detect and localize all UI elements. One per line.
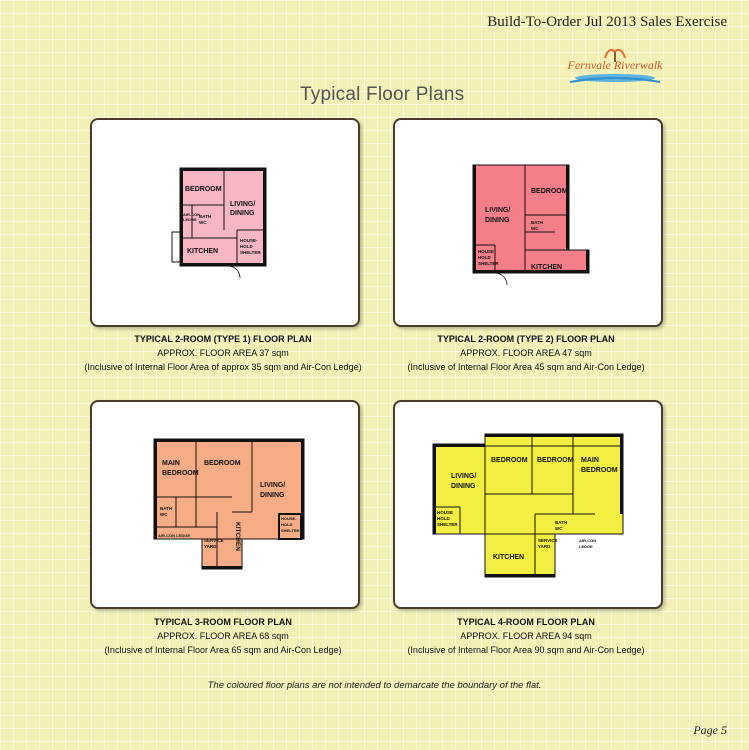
- shelter-label-1: HOUSE-: [281, 516, 297, 521]
- plan-area: APPROX. FLOOR AREA 47 sqm: [460, 348, 592, 358]
- kitchen-label: KITCHEN: [234, 522, 241, 551]
- yard-label-2: YARD: [538, 544, 551, 549]
- caption-3room: [58, 615, 388, 657]
- page-number: Page 5: [693, 723, 727, 737]
- bedroom-2-label: BEDROOM: [537, 457, 574, 464]
- floor-plan-card-2room-type1: [90, 118, 360, 327]
- plan-note: (Inclusive of Internal Floor Area 90 sqm and Air-Con Ledge): [407, 645, 645, 655]
- shelter-label-3: SHELTER: [281, 528, 300, 533]
- bedroom-label: BEDROOM: [185, 186, 222, 193]
- aircon-label: AIR-CON: [183, 212, 201, 217]
- plan-title: TYPICAL 2-ROOM (TYPE 1) FLOOR PLAN: [134, 334, 312, 344]
- floor-plan-card-2room-type2: [393, 118, 663, 327]
- aircon-label: AIR-CON: [579, 538, 597, 543]
- living-label: LIVING/: [451, 473, 477, 480]
- kitchen-label: KITCHEN: [493, 554, 525, 561]
- kitchen-label: KITCHEN: [531, 264, 563, 271]
- floor-plan-card-3room: [90, 400, 360, 609]
- dining-label: DINING: [260, 492, 285, 499]
- wc-label: WC: [199, 220, 207, 225]
- yard-label-1: SERVICE: [538, 538, 558, 543]
- plan-title: TYPICAL 4-ROOM FLOOR PLAN: [457, 617, 595, 627]
- plan-area: APPROX. FLOOR AREA 37 sqm: [157, 348, 289, 358]
- floor-plan-3room: [92, 402, 358, 607]
- plan-title: TYPICAL 2-ROOM (TYPE 2) FLOOR PLAN: [437, 334, 615, 344]
- floor-plan-2room-type2: [395, 120, 661, 325]
- caption-4room: [361, 615, 691, 657]
- shelter-label-1: HOUSE: [437, 510, 454, 515]
- caption-2room-type2: [361, 332, 691, 374]
- plan-area: APPROX. FLOOR AREA 68 sqm: [157, 631, 289, 641]
- shelter-label-2: HOLD: [437, 516, 450, 521]
- kitchen-label: KITCHEN: [187, 248, 219, 255]
- living-label: LIVING/: [485, 207, 511, 214]
- shelter-label-3: SHELTER: [240, 250, 261, 255]
- plan-title: TYPICAL 3-ROOM FLOOR PLAN: [154, 617, 292, 627]
- living-label: LIVING/: [230, 201, 256, 208]
- living-label: LIVING/: [260, 482, 286, 489]
- page-heading: Typical Floor Plans: [300, 84, 465, 105]
- floor-plan-card-4room: [393, 400, 663, 609]
- aircon-label: AIR-CON LEDGE: [158, 533, 190, 538]
- shelter-label-2: HOLD: [478, 255, 491, 260]
- plan-note: (Inclusive of Internal Floor Area 65 sqm and Air-Con Ledge): [104, 645, 342, 655]
- ledge-label: LEDGE: [579, 544, 593, 549]
- document-title: Build-To-Order Jul 2013 Sales Exercise: [487, 14, 727, 30]
- fernvale-riverwalk-logo: [560, 46, 670, 92]
- shelter-label-2: HOLD: [240, 244, 253, 249]
- shelter-label-3: SHELTER: [437, 522, 458, 527]
- caption-2room-type1: [58, 332, 388, 374]
- main-bedroom-label: BEDROOM: [162, 470, 199, 477]
- shelter-label-1: HOUSE-: [240, 238, 258, 243]
- main-bedroom-label: BEDROOM: [581, 467, 618, 474]
- shelter-label-3: SHELTER: [478, 261, 499, 266]
- yard-label-1: SERVICE: [204, 538, 224, 543]
- dining-label: DINING: [230, 210, 255, 217]
- floor-plan-4room: [395, 402, 661, 607]
- wc-label: WC: [160, 512, 168, 517]
- main-label: MAIN: [162, 460, 180, 467]
- dining-label: DINING: [485, 217, 510, 224]
- plan-note: (Inclusive of Internal Floor Area 45 sqm and Air-Con Ledge): [407, 362, 645, 372]
- disclaimer-note: The coloured floor plans are not intended to demarcate the boundary of the flat.: [207, 680, 542, 691]
- shelter-label-1: HOUSE: [478, 249, 495, 254]
- floor-plan-2room-type1: [92, 120, 358, 325]
- bedroom-label: BEDROOM: [531, 188, 568, 195]
- wc-label: WC: [531, 226, 539, 231]
- yard-label-2: YARD: [204, 544, 217, 549]
- plan-note: (Inclusive of Internal Floor Area of approx 35 sqm and Air-Con Ledge): [84, 362, 362, 372]
- plan-area: APPROX. FLOOR AREA 94 sqm: [460, 631, 592, 641]
- wc-label: WC: [555, 526, 563, 531]
- bath-label: BATH: [555, 520, 568, 525]
- bath-label: BATH: [199, 214, 212, 219]
- bedroom-label: BEDROOM: [204, 460, 241, 467]
- main-label: MAIN: [581, 457, 599, 464]
- bedroom-1-label: BEDROOM: [491, 457, 528, 464]
- bath-label: BATH: [531, 220, 544, 225]
- shelter-label-2: HOLD: [281, 522, 293, 527]
- logo-text: Fernvale Riverwalk: [567, 58, 663, 72]
- ledge-label: LEDGE: [183, 217, 197, 222]
- dining-label: DINING: [451, 483, 476, 490]
- bath-label: BATH: [160, 506, 173, 511]
